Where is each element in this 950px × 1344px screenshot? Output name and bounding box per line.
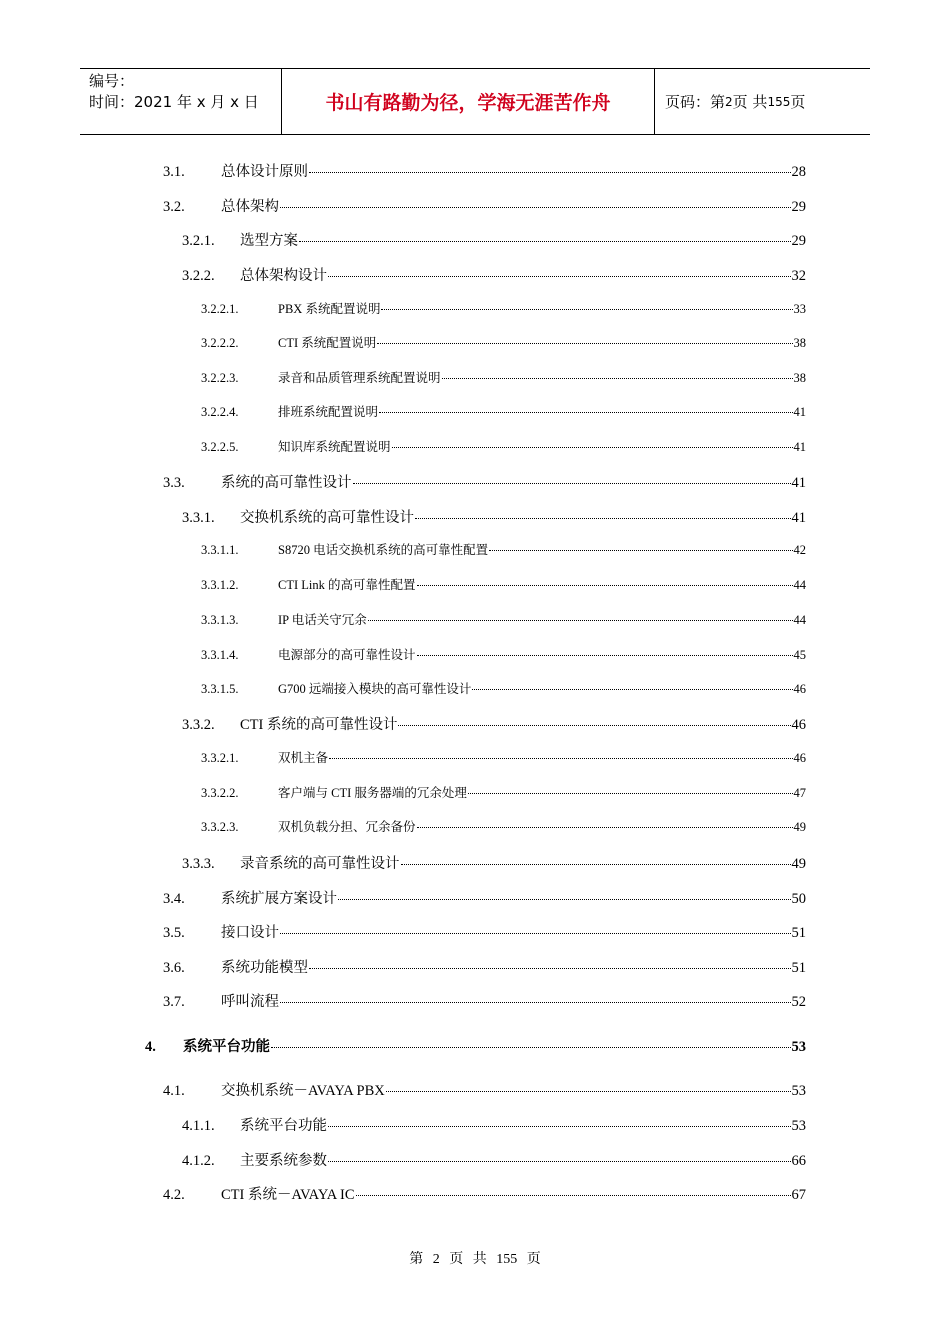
toc-entry[interactable]	[201, 299, 806, 317]
toc-leader-dots	[271, 1047, 791, 1048]
toc-entry-page: 41	[791, 475, 806, 491]
toc-entry-number: 3.3.2.2.	[201, 786, 239, 800]
toc-entry-number: 3.7.	[163, 994, 185, 1010]
toc-entry-number: 3.2.	[163, 199, 185, 215]
toc-leader-dots	[328, 1126, 791, 1127]
toc-entry-title: 双机主备	[278, 751, 329, 765]
toc-entry-title: 交换机系统－AVAYA PBX	[221, 1083, 385, 1099]
toc-entry-title: 主要系统参数	[240, 1153, 327, 1169]
toc-entry-number: 3.3.2.1.	[201, 751, 239, 765]
toc-entry[interactable]	[163, 921, 806, 942]
toc-entry-page: 44	[793, 578, 806, 592]
toc-entry-title: 录音系统的高可靠性设计	[240, 856, 400, 872]
toc-entry-page: 49	[791, 856, 806, 872]
toc-leader-dots	[328, 1161, 791, 1162]
toc-entry-title: 录音和品质管理系统配置说明	[278, 371, 441, 385]
toc-entry-title: 双机负载分担、冗余备份	[278, 820, 416, 834]
toc-entry[interactable]	[201, 610, 806, 628]
toc-leader-dots	[356, 1195, 791, 1196]
page-footer: 第 2 页 共 155 页	[409, 1252, 541, 1267]
toc-entry-title: IP 电话关守冗余	[278, 613, 367, 627]
toc-entry-number: 4.1.2.	[182, 1153, 215, 1169]
toc-entry-page: 66	[791, 1153, 806, 1169]
toc-entry-title: CTI 系统的高可靠性设计	[240, 717, 398, 733]
document-number-label: 编号：	[89, 72, 135, 90]
toc-entry[interactable]	[201, 368, 806, 386]
toc-leader-dots	[442, 378, 793, 379]
page-current: 2	[725, 94, 733, 109]
toc-entry[interactable]	[163, 990, 806, 1011]
toc-entry-number: 4.1.1.	[182, 1118, 215, 1134]
toc-entry-title: 客户端与 CTI 服务器端的冗余处理	[278, 786, 467, 800]
toc-entry-page: 53	[791, 1083, 806, 1099]
toc-entry-page: 41	[791, 510, 806, 526]
toc-entry-number: 3.3.1.1.	[201, 543, 239, 557]
toc-entry[interactable]	[163, 887, 806, 908]
toc-entry-title: G700 远端接入模块的高可靠性设计	[278, 682, 472, 696]
toc-entry-page: 44	[793, 613, 806, 627]
toc-entry[interactable]	[163, 956, 806, 977]
toc-leader-dots	[472, 689, 792, 690]
toc-entry-number: 3.3.1.	[182, 510, 215, 526]
toc-leader-dots	[415, 518, 791, 519]
toc-entry-title: 电源部分的高可靠性设计	[278, 648, 416, 662]
toc-entry-page: 47	[793, 786, 806, 800]
toc-leader-dots	[386, 1091, 791, 1092]
toc-entry[interactable]	[201, 437, 806, 455]
toc-entry-page: 32	[791, 268, 806, 284]
toc-entry-page: 50	[791, 891, 806, 907]
toc-entry-title: 总体架构设计	[240, 268, 327, 284]
toc-entry-page: 67	[791, 1187, 806, 1203]
toc-entry-number: 4.1.	[163, 1083, 185, 1099]
toc-entry-title: S8720 电话交换机系统的高可靠性配置	[278, 543, 489, 557]
toc-entry[interactable]	[182, 1149, 806, 1170]
toc-leader-dots	[309, 968, 791, 969]
toc-leader-dots	[468, 793, 793, 794]
toc-entry-page: 46	[791, 717, 806, 733]
toc-entry-number: 3.2.2.2.	[201, 336, 239, 350]
toc-entry-title: 系统平台功能	[240, 1118, 327, 1134]
toc-entry-title: 选型方案	[240, 233, 298, 249]
toc-entry-page: 45	[793, 648, 806, 662]
toc-entry-title: 呼叫流程	[221, 994, 279, 1010]
toc-entry[interactable]	[163, 471, 806, 492]
page-mid: 页 共	[732, 93, 768, 111]
toc-leader-dots	[280, 207, 791, 208]
toc-leader-dots	[401, 864, 791, 865]
toc-entry-title: CTI 系统－AVAYA IC	[221, 1187, 355, 1203]
header-motto: 书山有路勤为径，学海无涯苦作舟	[282, 69, 655, 134]
toc-leader-dots	[417, 827, 793, 828]
toc-entry-number: 3.3.2.3.	[201, 820, 239, 834]
toc-leader-dots	[489, 550, 792, 551]
toc-entry-number: 4.2.	[163, 1187, 185, 1203]
toc-entry-page: 29	[791, 199, 806, 215]
page-header	[80, 68, 870, 135]
toc-entry[interactable]	[182, 264, 806, 285]
page-prefix: 页码：第	[665, 93, 726, 111]
toc-entry-page: 53	[791, 1118, 806, 1134]
toc-entry-number: 3.3.1.3.	[201, 613, 239, 627]
toc-entry-title: 系统扩展方案设计	[221, 891, 337, 907]
toc-leader-dots	[338, 899, 791, 900]
toc-leader-dots	[280, 1002, 791, 1003]
toc-leader-dots	[329, 758, 792, 759]
page-suffix: 页	[790, 93, 806, 111]
toc-leader-dots	[368, 620, 793, 621]
toc-entry[interactable]	[201, 540, 806, 558]
toc-leader-dots	[377, 343, 792, 344]
toc-leader-dots	[417, 585, 793, 586]
toc-entry-title: 接口设计	[221, 925, 279, 941]
toc-entry[interactable]	[201, 817, 806, 835]
toc-entry-page: 38	[793, 371, 806, 385]
toc-leader-dots	[309, 172, 791, 173]
toc-entry-page: 41	[793, 405, 806, 419]
toc-leader-dots	[280, 933, 791, 934]
toc-entry-page: 46	[793, 751, 806, 765]
toc-entry-number: 3.2.1.	[182, 233, 215, 249]
toc-entry-title: 总体设计原则	[221, 164, 308, 180]
toc-entry-number: 3.3.3.	[182, 856, 215, 872]
page-total: 155	[767, 94, 791, 109]
toc-entry-number: 3.6.	[163, 960, 185, 976]
toc-leader-dots	[353, 483, 791, 484]
toc-entry[interactable]	[163, 1183, 806, 1204]
toc-entry[interactable]	[163, 160, 806, 181]
toc-entry-number: 3.2.2.4.	[201, 405, 239, 419]
toc-entry-title: 知识库系统配置说明	[278, 440, 391, 454]
toc-entry-page: 53	[791, 1039, 806, 1055]
toc-entry-number: 3.2.2.1.	[201, 302, 239, 316]
toc-entry-page: 52	[791, 994, 806, 1010]
toc-entry-page: 49	[793, 820, 806, 834]
toc-entry-number: 3.1.	[163, 164, 185, 180]
toc-entry-page: 51	[791, 925, 806, 941]
toc-entry-title: 交换机系统的高可靠性设计	[240, 510, 414, 526]
toc-entry[interactable]	[201, 402, 806, 420]
toc-leader-dots	[392, 447, 793, 448]
toc-entry-number: 3.3.	[163, 475, 185, 491]
toc-entry-number: 3.3.2.	[182, 717, 215, 733]
toc-entry[interactable]	[182, 1114, 806, 1135]
toc-entry[interactable]	[201, 575, 806, 593]
toc-entry-title: 排班系统配置说明	[278, 405, 379, 419]
toc-entry-number: 3.3.1.2.	[201, 578, 239, 592]
toc-entry-page: 33	[793, 302, 806, 316]
toc-entry-title: CTI 系统配置说明	[278, 336, 377, 350]
toc-leader-dots	[398, 725, 790, 726]
toc-entry-page: 46	[793, 682, 806, 696]
toc-entry-page: 51	[791, 960, 806, 976]
toc-entry-page: 38	[793, 336, 806, 350]
toc-entry[interactable]	[201, 748, 806, 766]
toc-entry-number: 3.4.	[163, 891, 185, 907]
toc-entry[interactable]	[182, 713, 806, 734]
toc-entry-page: 42	[793, 543, 806, 557]
toc-entry[interactable]	[182, 852, 806, 873]
toc-leader-dots	[381, 309, 792, 310]
toc-entry-number: 3.3.1.4.	[201, 648, 239, 662]
document-date: 时间：2021 年 x 月 x 日	[89, 93, 259, 111]
toc-entry-title: 系统平台功能	[183, 1039, 270, 1055]
toc-entry-title: 系统功能模型	[221, 960, 308, 976]
toc-leader-dots	[328, 276, 791, 277]
toc-entry[interactable]	[145, 1035, 806, 1056]
toc-leader-dots	[299, 241, 791, 242]
toc-leader-dots	[379, 412, 792, 413]
toc-entry-title: PBX 系统配置说明	[278, 302, 381, 316]
toc-entry-number: 4.	[145, 1039, 156, 1055]
toc-entry[interactable]	[163, 1079, 806, 1100]
toc-entry[interactable]	[201, 645, 806, 663]
header-meta	[80, 69, 282, 134]
toc-entry[interactable]	[163, 195, 806, 216]
toc-entry[interactable]	[201, 783, 806, 801]
toc-entry-page: 41	[793, 440, 806, 454]
toc-entry[interactable]	[182, 506, 806, 527]
toc-entry-number: 3.5.	[163, 925, 185, 941]
toc-leader-dots	[417, 655, 793, 656]
header-page-info	[655, 69, 870, 134]
toc-entry-number: 3.3.1.5.	[201, 682, 239, 696]
toc-entry[interactable]	[201, 679, 806, 697]
toc-entry-number: 3.2.2.	[182, 268, 215, 284]
toc-entry[interactable]	[182, 229, 806, 250]
toc-entry-title: 系统的高可靠性设计	[221, 475, 352, 491]
toc-entry-page: 29	[791, 233, 806, 249]
toc-entry-number: 3.2.2.3.	[201, 371, 239, 385]
toc-entry-number: 3.2.2.5.	[201, 440, 239, 454]
toc-entry-page: 28	[791, 164, 806, 180]
toc-entry-title: CTI Link 的高可靠性配置	[278, 578, 416, 592]
toc-entry[interactable]	[201, 333, 806, 351]
toc-entry-title: 总体架构	[221, 199, 279, 215]
